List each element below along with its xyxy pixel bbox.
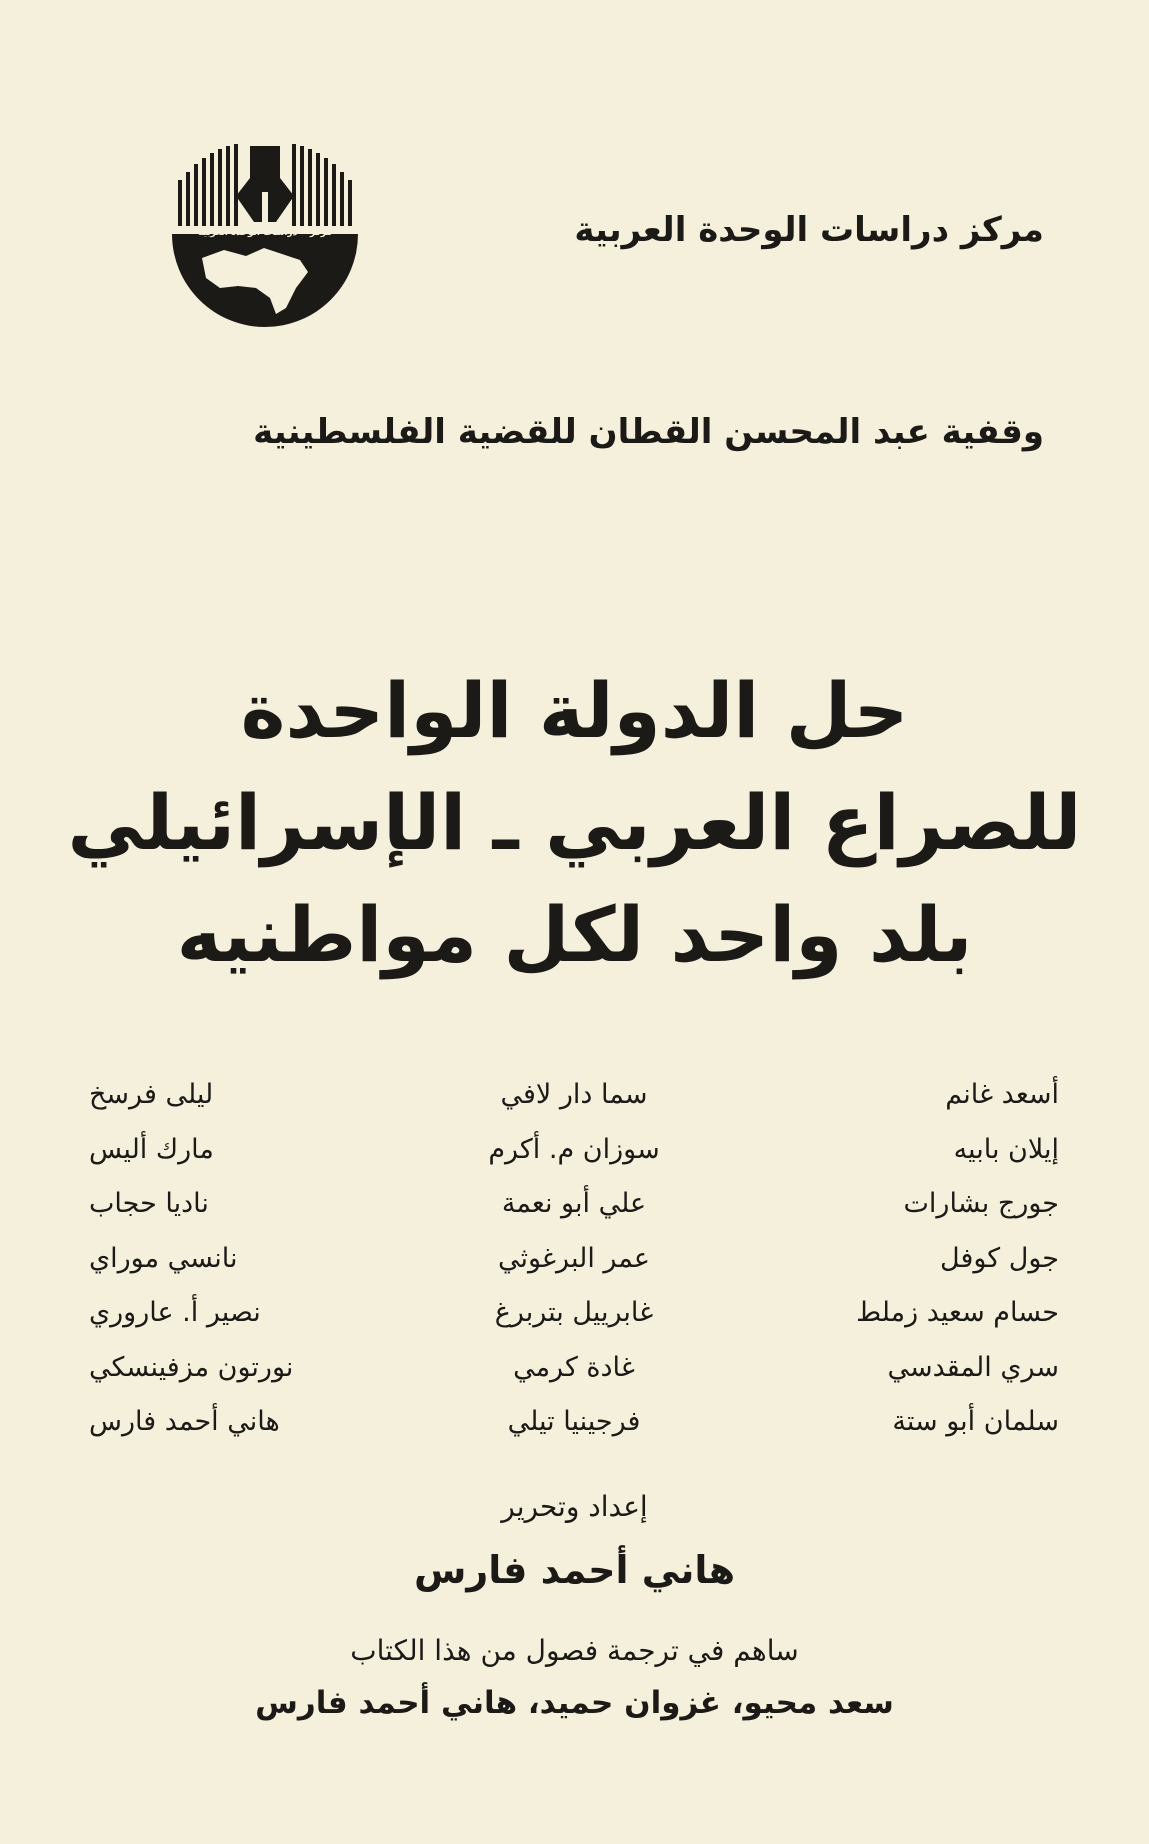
author-name: إيلان بابيه bbox=[953, 1133, 1059, 1165]
title-line: حل الدولة الواحدة bbox=[240, 666, 909, 755]
author-name: نصير أ. عاروري bbox=[89, 1297, 261, 1328]
author-name: سلمان أبو ستة bbox=[892, 1406, 1059, 1437]
author-name: جول كوفل bbox=[940, 1242, 1059, 1274]
author-name: سوزان م. أكرم bbox=[488, 1133, 660, 1165]
author-name: علي أبو نعمة bbox=[501, 1188, 647, 1219]
author-name: غادة كرمي bbox=[513, 1351, 635, 1383]
author-name: أسعد غانم bbox=[945, 1079, 1059, 1110]
author-name: ليلى فرسخ bbox=[89, 1079, 214, 1110]
author-name: نورتون مزفينسكي bbox=[89, 1351, 294, 1383]
book-title bbox=[0, 655, 1149, 991]
translation-label: ساهم في ترجمة فصول من هذا الكتاب bbox=[350, 1634, 799, 1667]
logo-caption-right: مركز bbox=[309, 228, 332, 238]
author-name: ناديا حجاب bbox=[89, 1188, 209, 1219]
author-name: سما دار لافي bbox=[500, 1079, 648, 1110]
author-name: مارك أليس bbox=[89, 1133, 214, 1165]
translation-contributors: سعد محيو، غزوان حميد، هاني أحمد فارس bbox=[255, 1685, 894, 1721]
pen-nib-icon bbox=[236, 146, 294, 222]
publisher-name: مركز دراسات الوحدة العربية bbox=[574, 210, 1044, 250]
author-name: سري المقدسي bbox=[887, 1351, 1059, 1383]
logo-caption bbox=[170, 228, 360, 238]
author-name: حسام سعيد زملط bbox=[856, 1297, 1059, 1328]
editor-name: هاني أحمد فارس bbox=[413, 1548, 736, 1592]
publisher-logo bbox=[160, 138, 370, 348]
authors-list bbox=[89, 1068, 1059, 1450]
author-name: فرجينيا تيلي bbox=[507, 1406, 641, 1437]
author-name: نانسي موراي bbox=[89, 1242, 238, 1274]
editing-label: إعداد وتحرير bbox=[501, 1490, 648, 1523]
author-name: غابرييل بتربرغ bbox=[494, 1297, 654, 1328]
title-line: بلد واحد لكل مواطنيه bbox=[176, 890, 973, 979]
endowment-name: وقفية عبد المحسن القطان للقضية الفلسطينية bbox=[253, 412, 1044, 452]
author-name: عمر البرغوثي bbox=[497, 1242, 651, 1274]
author-name: هاني أحمد فارس bbox=[89, 1406, 280, 1437]
logo-caption-left: دراسات الوحدة العربية bbox=[198, 228, 298, 238]
author-name: جورج بشارات bbox=[903, 1188, 1059, 1219]
title-line: للصراع العربي ـ الإسرائيلي bbox=[67, 778, 1082, 867]
